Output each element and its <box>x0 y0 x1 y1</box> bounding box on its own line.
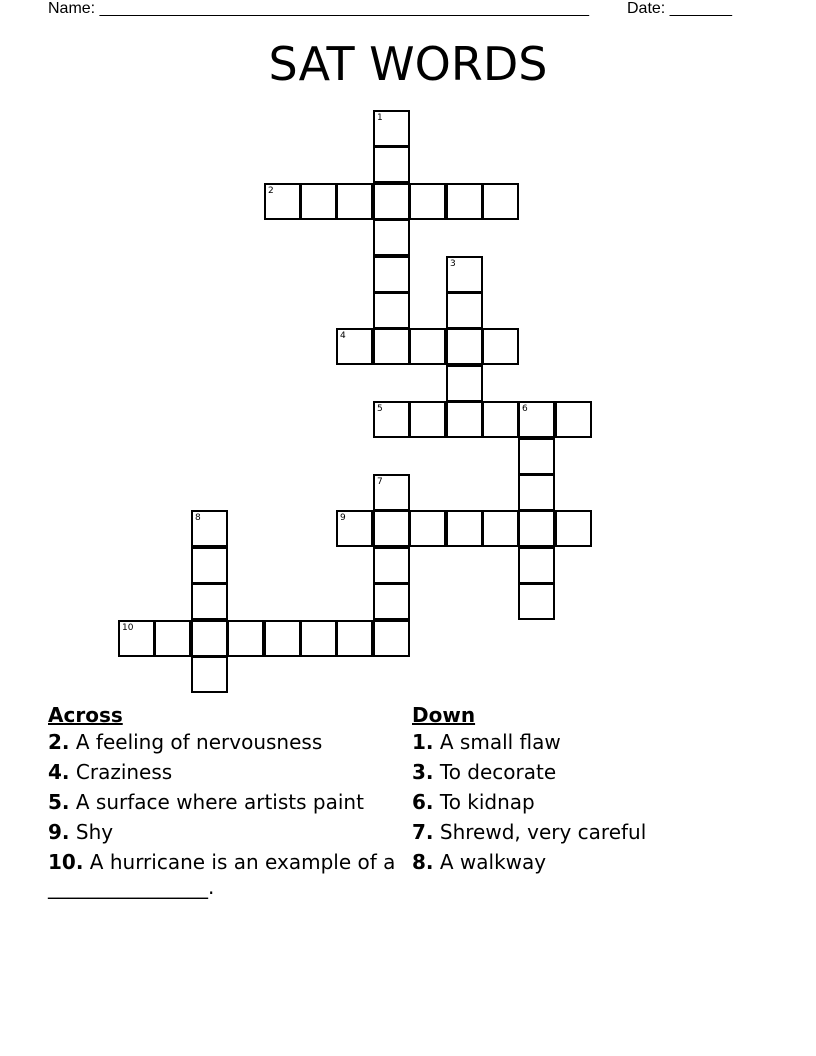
grid-cell[interactable] <box>191 583 228 620</box>
down-clue <box>412 760 762 785</box>
grid-cell[interactable] <box>518 583 555 620</box>
clue-text: A hurricane is an example of a ________________. <box>48 850 396 899</box>
grid-cell[interactable] <box>446 328 483 365</box>
clue-text: Shy <box>75 820 114 844</box>
grid-cell[interactable] <box>300 183 337 220</box>
puzzle-title: SAT WORDS <box>268 37 548 91</box>
grid-cell[interactable] <box>336 620 373 657</box>
cell-number: 10 <box>122 623 134 633</box>
grid-cell[interactable] <box>409 328 446 365</box>
clue-number: 5. <box>48 790 70 814</box>
grid-cell[interactable] <box>482 183 519 220</box>
cell-number: 3 <box>450 259 456 269</box>
grid-cell[interactable] <box>227 620 264 657</box>
name-field-label: Name: _______________________________________________________ <box>48 0 589 17</box>
grid-cell[interactable] <box>446 292 483 329</box>
clue-text: Craziness <box>75 760 173 784</box>
grid-cell[interactable] <box>264 620 301 657</box>
clue-text: A feeling of nervousness <box>75 730 323 754</box>
grid-cell[interactable] <box>518 438 555 475</box>
clue-text: A small flaw <box>439 730 561 754</box>
grid-cell-5[interactable] <box>373 401 410 438</box>
grid-cell-9[interactable] <box>336 510 373 547</box>
grid-cell-4[interactable] <box>336 328 373 365</box>
grid-cell-2[interactable] <box>264 183 301 220</box>
grid-cell[interactable] <box>446 183 483 220</box>
grid-cell[interactable] <box>373 183 410 220</box>
clue-number: 7. <box>412 820 434 844</box>
across-clue <box>48 790 398 815</box>
cell-number: 4 <box>340 331 346 341</box>
grid-cell-6[interactable] <box>518 401 555 438</box>
grid-cell[interactable] <box>555 401 592 438</box>
across-clue <box>48 850 398 900</box>
grid-cell[interactable] <box>373 292 410 329</box>
clue-text: To kidnap <box>439 790 535 814</box>
grid-cell-1[interactable] <box>373 110 410 147</box>
clue-text: A surface where artists paint <box>75 790 364 814</box>
grid-cell[interactable] <box>373 620 410 657</box>
across-clues <box>48 700 398 905</box>
clue-number: 3. <box>412 760 434 784</box>
grid-cell[interactable] <box>373 256 410 293</box>
cell-number: 5 <box>377 404 383 414</box>
grid-cell[interactable] <box>555 510 592 547</box>
down-clue <box>412 790 762 815</box>
cell-number: 8 <box>195 513 201 523</box>
grid-cell[interactable] <box>154 620 191 657</box>
grid-cell[interactable] <box>191 656 228 693</box>
date-field-label: Date: _______ <box>627 0 732 17</box>
grid-cell[interactable] <box>373 146 410 183</box>
cell-number: 9 <box>340 513 346 523</box>
grid-cell[interactable] <box>409 510 446 547</box>
cell-number: 2 <box>268 186 274 196</box>
clue-number: 10. <box>48 850 84 874</box>
grid-cell[interactable] <box>518 474 555 511</box>
clue-text: To decorate <box>439 760 557 784</box>
grid-cell[interactable] <box>482 401 519 438</box>
across-clue <box>48 730 398 755</box>
across-clue <box>48 760 398 785</box>
grid-cell[interactable] <box>482 510 519 547</box>
grid-cell[interactable] <box>373 547 410 584</box>
grid-cell[interactable] <box>518 510 555 547</box>
down-clue <box>412 850 762 875</box>
grid-cell[interactable] <box>300 620 337 657</box>
grid-cell[interactable] <box>191 547 228 584</box>
grid-cell[interactable] <box>409 401 446 438</box>
grid-cell[interactable] <box>518 547 555 584</box>
down-clues <box>412 700 762 880</box>
grid-cell-3[interactable] <box>446 256 483 293</box>
grid-cell[interactable] <box>446 401 483 438</box>
grid-cell[interactable] <box>446 365 483 402</box>
clue-number: 1. <box>412 730 434 754</box>
down-clue <box>412 730 762 755</box>
grid-cell[interactable] <box>482 328 519 365</box>
grid-cell[interactable] <box>373 219 410 256</box>
grid-cell[interactable] <box>373 328 410 365</box>
down-clue <box>412 820 762 845</box>
grid-cell[interactable] <box>191 620 228 657</box>
clue-number: 6. <box>412 790 434 814</box>
grid-cell[interactable] <box>446 510 483 547</box>
clue-text: A walkway <box>439 850 547 874</box>
clue-text: Shrewd, very careful <box>439 820 647 844</box>
across-clue <box>48 820 398 845</box>
grid-cell[interactable] <box>373 583 410 620</box>
clue-number: 8. <box>412 850 434 874</box>
grid-cell-10[interactable] <box>118 620 155 657</box>
grid-cell[interactable] <box>373 510 410 547</box>
cell-number: 1 <box>377 113 383 123</box>
clue-number: 2. <box>48 730 70 754</box>
grid-cell[interactable] <box>336 183 373 220</box>
cell-number: 6 <box>522 404 528 414</box>
grid-cell[interactable] <box>409 183 446 220</box>
grid-cell-8[interactable] <box>191 510 228 547</box>
grid-cell-7[interactable] <box>373 474 410 511</box>
clue-number: 4. <box>48 760 70 784</box>
cell-number: 7 <box>377 477 383 487</box>
down-heading: Down <box>412 703 476 727</box>
across-heading: Across <box>48 703 123 727</box>
clue-number: 9. <box>48 820 70 844</box>
